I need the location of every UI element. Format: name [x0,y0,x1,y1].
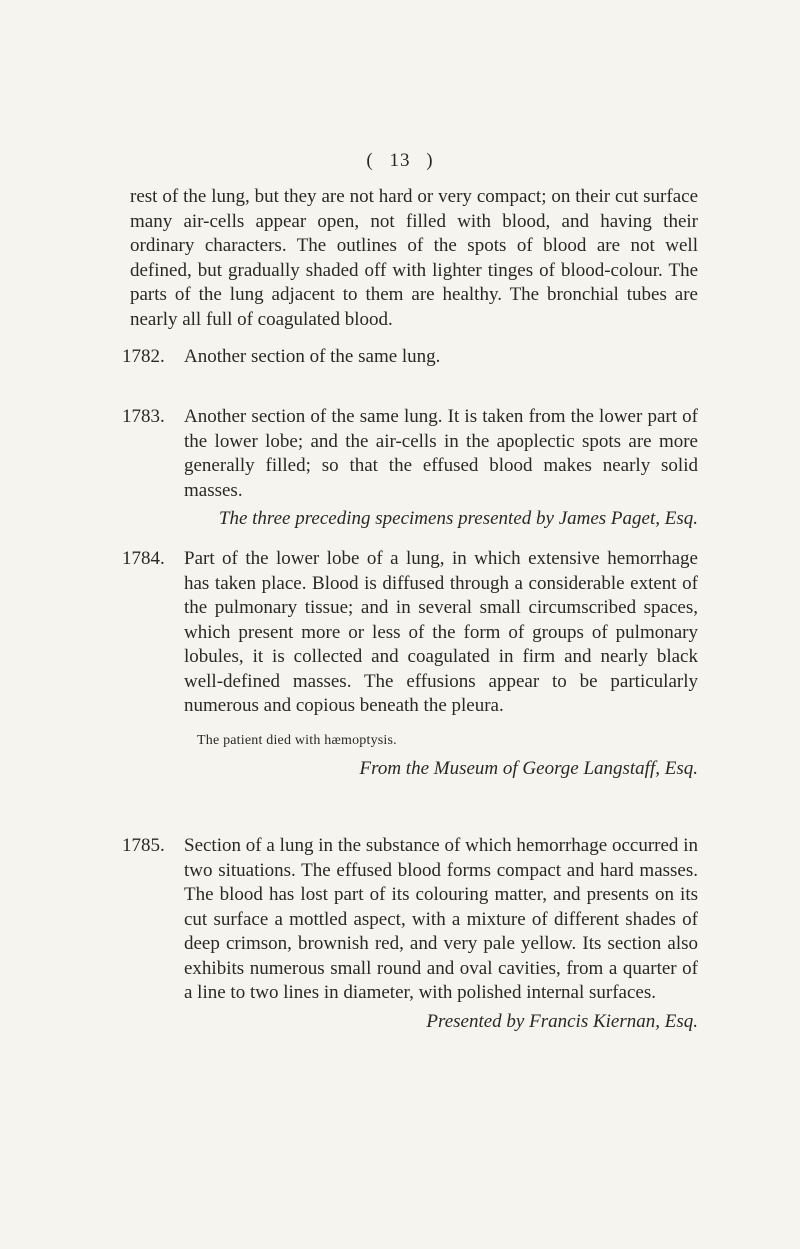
specimen-attribution: Presented by Francis Kiernan, Esq. [426,1010,698,1032]
specimen-attribution: From the Museum of George Langstaff, Esq. [359,758,698,779]
specimen-number: 1785. [122,835,165,856]
page-number-value: 13 [389,150,411,171]
page-number [0,150,800,172]
specimen-attribution: The three preceding specimens presented by James Paget, Esq. [218,508,698,529]
specimen-note: The patient died with hæmoptysis. [197,732,397,748]
specimen-number: 1784. [122,548,165,569]
specimen-entry-1783 [122,405,698,532]
specimen-entry-1784 [122,547,698,782]
continuation-paragraph [130,185,698,332]
open-paren: ( [366,150,374,171]
close-paren: ) [426,150,434,171]
specimen-description: Another section of the same lung. [184,346,441,367]
specimen-description: Part of the lower lobe of a lung, in which extensive hemorrhage has taken place. Blood is diffused through a considerable extent of the pulmonary tissue; and in several small circumscribed spaces, which present more or less of the form of groups of pulmonary lobules, it is collected and coagulated in firm and nearly black well-defined masses. The effusions appear to be particularly numerous and copious beneath the pleura. [184,548,698,716]
specimen-entry-1782 [122,345,698,370]
specimen-entry-1785 [122,834,698,1034]
specimen-description: Another section of the same lung. It is taken from the lower part of the lower lobe; and the air-cells in the apoplectic spots are more generally filled; so that the effused blood makes nearly solid masses. [184,406,698,501]
continuation-text: rest of the lung, but they are not hard or very compact; on their cut surface many air-cells appear open, not filled with blood, and having their ordinary characters. The outlines of the spots of blood are not well defined, but gradually shaded off with lighter tinges of blood-colour. The parts of the lung adjacent to them are healthy. The bronchial tubes are nearly all full of coagulated blood. [130,186,698,330]
specimen-description: Section of a lung in the substance of which hemorrhage occurred in two situations. The effused blood forms compact and hard masses. The blood has lost part of its colouring matter, and presents on its cut surface a mottled aspect, with a mixture of different shades of deep crimson, brownish red, and very pale yellow. Its section also exhibits numerous small round and oval cavities, from a quarter of a line to two lines in diameter, with polished internal surfaces. [184,835,698,1003]
specimen-number: 1782. [122,346,165,367]
specimen-number: 1783. [122,406,165,427]
